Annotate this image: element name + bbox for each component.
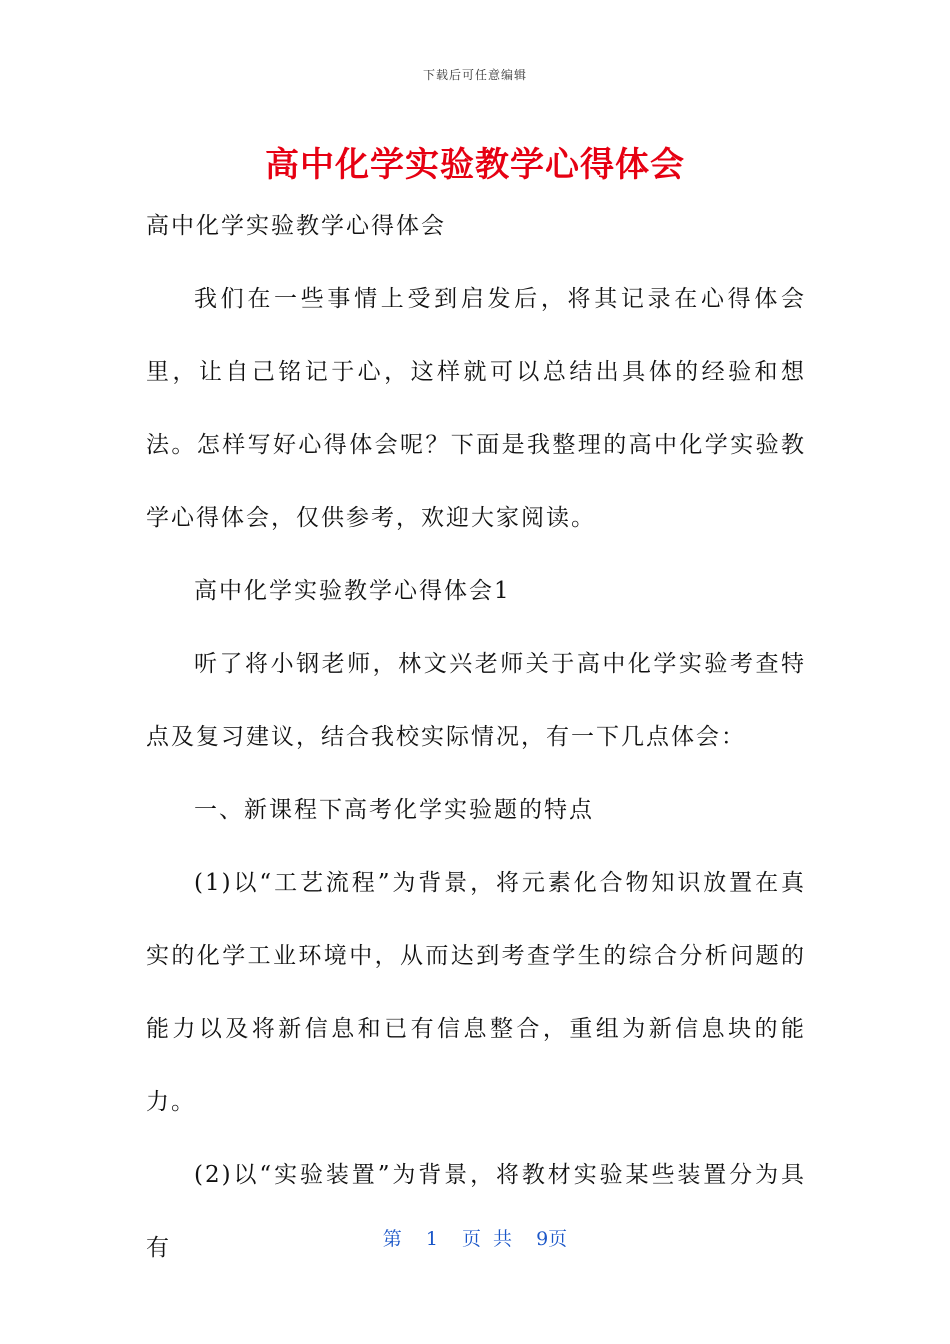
body-paragraph: (1)以“工艺流程”为背景，将元素化合物知识放置在真实的化学工业环境中，从而达到考查学生的综合分析问题的能力以及将新信息和已有信息整合，重组为新信息块的能力。	[146, 870, 806, 1115]
body-paragraph: 听了将小钢老师，林文兴老师关于高中化学实验考查特点及复习建议，结合我校实际情况，有一下几点体会：	[146, 651, 806, 750]
header-note: 下载后可任意编辑	[422, 68, 527, 82]
page-label-prefix: 第	[382, 1228, 402, 1250]
body-paragraph: (2)以“实验装置”为背景，将教材实验某些装置分为具有	[146, 1162, 806, 1261]
document-title: 高中化学实验教学心得体会	[265, 145, 685, 185]
subsection-heading: 一、新课程下高考化学实验题的特点	[194, 797, 594, 823]
page-label-mid: 页 共	[462, 1228, 513, 1250]
section-heading-1: 高中化学实验教学心得体会1	[194, 578, 511, 604]
intro-paragraph: 我们在一些事情上受到启发后，将其记录在心得体会里，让自己铭记于心，这样就可以总结出具体的经验和想法。怎样写好心得体会呢？下面是我整理的高中化学实验教学心得体会，仅供参考，欢迎大家阅读。	[146, 286, 806, 531]
subtitle-paragraph: 高中化学实验教学心得体会	[146, 213, 446, 239]
total-pages: 9页	[536, 1228, 568, 1250]
current-page-number: 1	[425, 1228, 438, 1250]
page-number-footer	[0, 1224, 950, 1251]
document-body	[146, 190, 806, 1285]
